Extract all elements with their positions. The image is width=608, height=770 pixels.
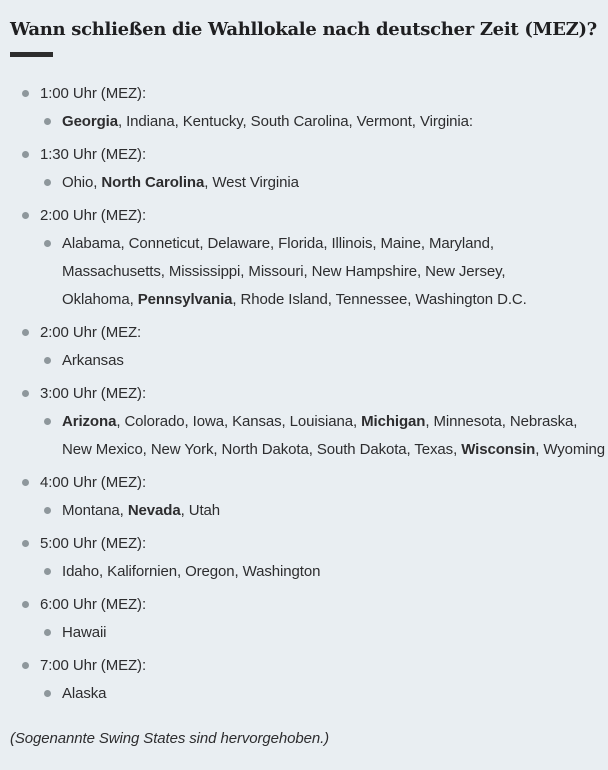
- time-label: 7:00 Uhr (MEZ):: [40, 657, 147, 675]
- state-text: Massachusetts, Mississippi, Missouri, New Hampshire, New Jersey,: [62, 263, 506, 281]
- states-item: [10, 680, 598, 708]
- schedule-group: [10, 202, 598, 314]
- state-text: , Utah: [180, 502, 220, 520]
- time-label: 2:00 Uhr (MEZ:: [40, 324, 142, 342]
- time-item: [10, 141, 598, 169]
- bullet-icon: [44, 118, 51, 125]
- states-text: [62, 347, 598, 375]
- state-highlighted: North Carolina: [101, 174, 205, 192]
- time-item: [10, 591, 598, 619]
- states-line: [62, 680, 598, 708]
- states-line: [62, 436, 606, 464]
- state-text: Oklahoma,: [62, 291, 138, 309]
- bullet-icon: [44, 568, 51, 575]
- bullet-icon: [44, 179, 51, 186]
- time-item: [10, 469, 598, 497]
- state-text: , West Virginia: [204, 174, 299, 192]
- states-line: [62, 258, 598, 286]
- states-line: [62, 108, 598, 136]
- time-item: [10, 80, 598, 108]
- states-text: [62, 408, 606, 464]
- title-underline-bar: [10, 52, 53, 57]
- bullet-icon: [44, 357, 51, 364]
- states-item: [10, 108, 598, 136]
- states-item: [10, 497, 598, 525]
- states-line: [62, 230, 598, 258]
- footnote: (Sogenannte Swing States sind hervorgehoben.): [10, 730, 330, 748]
- states-text: [62, 497, 598, 525]
- states-line: [62, 286, 598, 314]
- state-text: , Rhode Island, Tennessee, Washington D.C.: [232, 291, 527, 309]
- schedule-group: [10, 380, 606, 464]
- states-text: [62, 558, 598, 586]
- states-item: [10, 408, 606, 464]
- states-line: [62, 497, 598, 525]
- schedule-group: [10, 591, 598, 647]
- bullet-icon: [22, 390, 29, 397]
- bullet-icon: [44, 418, 51, 425]
- state-text: Alaska: [62, 685, 107, 703]
- states-item: [10, 230, 598, 314]
- state-highlighted: Nevada: [127, 502, 181, 520]
- states-item: [10, 558, 598, 586]
- bullet-icon: [44, 507, 51, 514]
- bullet-icon: [22, 90, 29, 97]
- state-text: Montana,: [62, 502, 128, 520]
- states-line: [62, 408, 598, 436]
- states-line: [62, 619, 598, 647]
- state-text: Ohio,: [62, 174, 102, 192]
- state-text: , Colorado, Iowa, Kansas, Louisiana,: [116, 413, 362, 431]
- states-text: [62, 108, 598, 136]
- states-line: [62, 558, 598, 586]
- state-text: Alabama, Conneticut, Delaware, Florida, Illinois, Maine, Maryland,: [62, 235, 494, 253]
- time-label: 1:30 Uhr (MEZ):: [40, 146, 147, 164]
- states-text: [62, 169, 598, 197]
- time-item: [10, 202, 598, 230]
- state-text: Arkansas: [62, 352, 124, 370]
- schedule-group: [10, 319, 598, 375]
- time-label: 5:00 Uhr (MEZ):: [40, 535, 147, 553]
- schedule-list: [10, 80, 606, 708]
- bullet-icon: [44, 629, 51, 636]
- state-text: Hawaii: [62, 624, 107, 642]
- time-label: 6:00 Uhr (MEZ):: [40, 596, 147, 614]
- state-highlighted: Arizona: [62, 413, 117, 431]
- states-text: [62, 230, 598, 314]
- states-text: [62, 619, 598, 647]
- bullet-icon: [22, 601, 29, 608]
- time-label: 3:00 Uhr (MEZ):: [40, 385, 147, 403]
- state-text: Idaho, Kalifornien, Oregon, Washington: [62, 563, 321, 581]
- state-highlighted: Georgia: [62, 113, 118, 131]
- bullet-icon: [22, 212, 29, 219]
- time-item: [10, 530, 598, 558]
- time-label: 2:00 Uhr (MEZ):: [40, 207, 147, 225]
- schedule-group: [10, 652, 598, 708]
- time-label: 4:00 Uhr (MEZ):: [40, 474, 147, 492]
- state-highlighted: Wisconsin: [461, 441, 536, 459]
- schedule-group: [10, 141, 598, 197]
- bullet-icon: [44, 690, 51, 697]
- states-item: [10, 619, 598, 647]
- bullet-icon: [44, 240, 51, 247]
- schedule-group: [10, 469, 598, 525]
- schedule-group: [10, 530, 598, 586]
- bullet-icon: [22, 329, 29, 336]
- states-item: [10, 347, 598, 375]
- state-text: , Indiana, Kentucky, South Carolina, Vermont, Virginia:: [117, 113, 473, 131]
- bullet-icon: [22, 479, 29, 486]
- bullet-icon: [22, 151, 29, 158]
- state-highlighted: Pennsylvania: [137, 291, 233, 309]
- time-item: [10, 380, 598, 408]
- page-title: Wann schließen die Wahllokale nach deutscher Zeit (MEZ)?: [10, 19, 597, 40]
- time-item: [10, 652, 598, 680]
- states-item: [10, 169, 598, 197]
- state-highlighted: Michigan: [361, 413, 426, 431]
- bullet-icon: [22, 540, 29, 547]
- state-text: , Minnesota, Nebraska,: [425, 413, 578, 431]
- time-label: 1:00 Uhr (MEZ):: [40, 85, 147, 103]
- states-line: [62, 347, 598, 375]
- time-item: [10, 319, 598, 347]
- schedule-group: [10, 80, 598, 136]
- state-text: New Mexico, New York, North Dakota, South Dakota, Texas,: [62, 441, 462, 459]
- bullet-icon: [22, 662, 29, 669]
- states-text: [62, 680, 598, 708]
- states-line: [62, 169, 598, 197]
- state-text: , Wyoming: [535, 441, 606, 459]
